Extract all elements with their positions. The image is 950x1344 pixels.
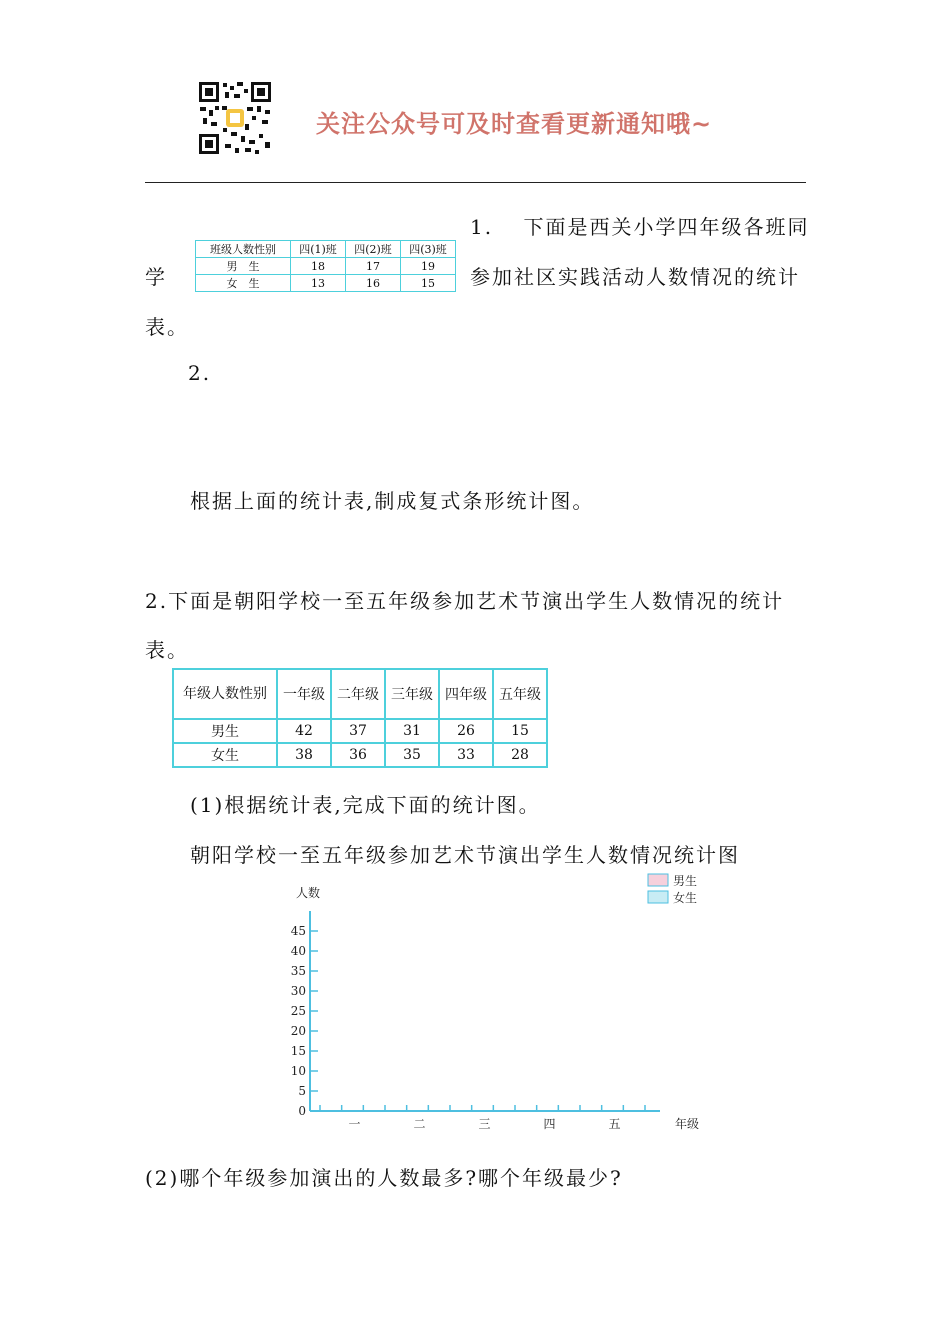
q1-line1: 1. 下面是西关小学四年级各班同 bbox=[470, 215, 810, 239]
q1-line3: 表。 bbox=[145, 315, 189, 339]
legend-swatch bbox=[648, 891, 668, 903]
y-tick-label: 0 bbox=[298, 1104, 306, 1118]
q1-instruction: 根据上面的统计表,制成复式条形统计图。 bbox=[190, 489, 595, 513]
y-tick-label: 40 bbox=[290, 944, 306, 958]
table-cell: 女 生 bbox=[196, 275, 291, 292]
table-cell: 38 bbox=[277, 743, 331, 767]
table-row bbox=[196, 275, 456, 292]
q2-table bbox=[172, 668, 548, 768]
table-row bbox=[196, 241, 456, 258]
table-cell: 28 bbox=[493, 743, 547, 767]
y-tick-label: 25 bbox=[290, 1004, 306, 1018]
q2-part1: (1)根据统计表,完成下面的统计图。 bbox=[190, 793, 541, 817]
table-cell: 33 bbox=[439, 743, 493, 767]
table-cell: 31 bbox=[385, 719, 439, 743]
y-tick-label: 45 bbox=[290, 924, 306, 938]
q1-line2: 参加社区实践活动人数情况的统计 bbox=[470, 265, 800, 289]
y-tick-label: 10 bbox=[290, 1064, 306, 1078]
table-cell: 三年级 bbox=[385, 669, 439, 719]
table-cell: 女生 bbox=[173, 743, 277, 767]
table-cell: 四(3)班 bbox=[401, 241, 456, 258]
y-tick-label: 30 bbox=[290, 984, 306, 998]
table-cell: 18 bbox=[291, 258, 346, 275]
table-cell: 17 bbox=[346, 258, 401, 275]
chart-title: 朝阳学校一至五年级参加艺术节演出学生人数情况统计图 bbox=[190, 843, 740, 867]
x-tick-label: 二 bbox=[413, 1117, 426, 1131]
y-tick-label: 20 bbox=[290, 1024, 306, 1038]
legend-label: 男生 bbox=[673, 874, 698, 888]
qr-code-icon bbox=[197, 80, 273, 156]
table-cell: 一年级 bbox=[277, 669, 331, 719]
legend-label: 女生 bbox=[673, 891, 698, 905]
q1-table bbox=[195, 240, 456, 292]
table-cell: 15 bbox=[493, 719, 547, 743]
y-tick-label: 35 bbox=[290, 964, 306, 978]
table-cell: 男 生 bbox=[196, 258, 291, 275]
q1-side-char: 学 bbox=[145, 265, 167, 289]
legend-swatch bbox=[648, 874, 668, 886]
table-cell: 四(2)班 bbox=[346, 241, 401, 258]
table-cell: 42 bbox=[277, 719, 331, 743]
table-cell: 19 bbox=[401, 258, 456, 275]
table-cell: 五年级 bbox=[493, 669, 547, 719]
table-cell: 年级人数性别 bbox=[173, 669, 277, 719]
y-axis-label: 人数 bbox=[296, 886, 321, 900]
x-tick-label: 四 bbox=[543, 1117, 556, 1131]
table-cell: 四年级 bbox=[439, 669, 493, 719]
bar-chart bbox=[280, 868, 740, 1138]
table-row bbox=[173, 669, 547, 719]
table-cell: 二年级 bbox=[331, 669, 385, 719]
table-row bbox=[173, 743, 547, 767]
table-cell: 13 bbox=[291, 275, 346, 292]
y-tick-label: 15 bbox=[290, 1044, 306, 1058]
table-cell: 16 bbox=[346, 275, 401, 292]
q1-sub2: 2. bbox=[188, 361, 212, 385]
x-tick-label: 三 bbox=[478, 1117, 491, 1131]
table-cell: 36 bbox=[331, 743, 385, 767]
banner-text: 关注公众号可及时查看更新通知哦~ bbox=[316, 110, 713, 138]
x-axis-label: 年级 bbox=[675, 1117, 700, 1131]
divider bbox=[145, 182, 806, 183]
x-tick-label: 五 bbox=[608, 1117, 621, 1131]
q2-line1: 2.下面是朝阳学校一至五年级参加艺术节演出学生人数情况的统计 bbox=[145, 589, 785, 613]
table-cell: 班级人数性别 bbox=[196, 241, 291, 258]
table-cell: 男生 bbox=[173, 719, 277, 743]
y-tick-label: 5 bbox=[298, 1084, 306, 1098]
table-cell: 四(1)班 bbox=[291, 241, 346, 258]
q2-line2: 表。 bbox=[145, 638, 189, 662]
table-cell: 35 bbox=[385, 743, 439, 767]
table-cell: 15 bbox=[401, 275, 456, 292]
table-row bbox=[173, 719, 547, 743]
q2-part2: (2)哪个年级参加演出的人数最多?哪个年级最少? bbox=[145, 1166, 623, 1190]
x-tick-label: 一 bbox=[348, 1117, 361, 1131]
table-row bbox=[196, 258, 456, 275]
table-cell: 26 bbox=[439, 719, 493, 743]
table-cell: 37 bbox=[331, 719, 385, 743]
